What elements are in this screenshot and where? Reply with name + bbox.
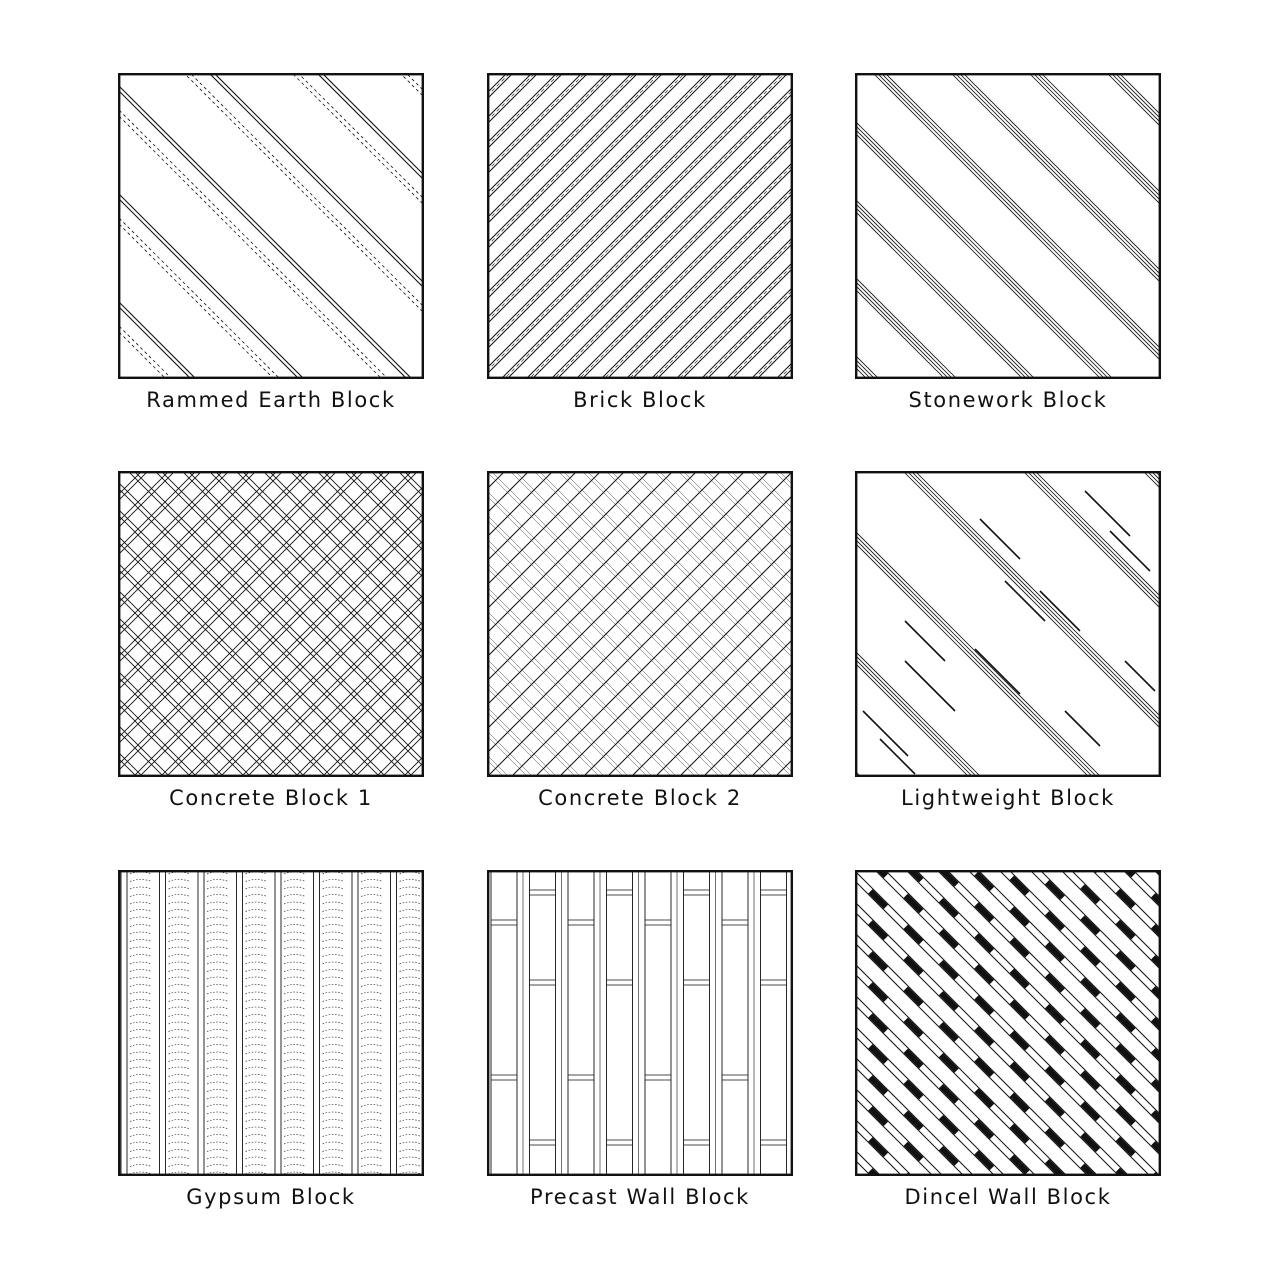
lightweight-swatch: [855, 471, 1161, 777]
pattern-tile: [118, 73, 424, 412]
hatch-group: [487, 870, 793, 1176]
pattern-label: Concrete Block 2: [538, 786, 742, 810]
pattern-tile: [855, 471, 1161, 810]
swatch-bg: [855, 73, 1161, 379]
stonework-swatch: [855, 73, 1161, 379]
hatch-group: [118, 870, 424, 1176]
pattern-tile: [487, 471, 793, 810]
dincel-swatch: [855, 870, 1161, 1176]
hatch-group: [487, 471, 793, 777]
swatch-bg: [487, 870, 793, 1176]
pattern-tile: [487, 73, 793, 412]
pattern-label: Lightweight Block: [901, 786, 1115, 810]
brick-swatch: [487, 73, 793, 379]
hatch-group: [487, 73, 793, 379]
hatch-group: [118, 471, 424, 777]
pattern-label: Dincel Wall Block: [904, 1185, 1112, 1209]
swatch-bg: [118, 870, 424, 1176]
hatch-group: [855, 471, 1161, 777]
swatch-bg: [118, 471, 424, 777]
hatch-group: [118, 73, 424, 379]
pattern-tile: [855, 73, 1161, 412]
pattern-label: Stonework Block: [908, 388, 1108, 412]
swatch-bg: [855, 870, 1161, 1176]
pattern-tile: [118, 471, 424, 810]
pattern-tile: [487, 870, 793, 1209]
pattern-tile: [118, 870, 424, 1209]
pattern-label: Concrete Block 1: [169, 786, 373, 810]
pattern-tile: [855, 870, 1161, 1209]
rammed-earth-swatch: [118, 73, 424, 379]
gypsum-swatch: [118, 870, 424, 1176]
pattern-label: Rammed Earth Block: [146, 388, 396, 412]
swatch-bg: [118, 73, 424, 379]
pattern-label: Brick Block: [573, 388, 707, 412]
pattern-label: Precast Wall Block: [530, 1185, 750, 1209]
concrete-2-swatch: [487, 471, 793, 777]
hatch-group: [855, 870, 1161, 1176]
precast-swatch: [487, 870, 793, 1176]
pattern-label: Gypsum Block: [186, 1185, 356, 1209]
concrete-1-swatch: [118, 471, 424, 777]
swatch-bg: [855, 471, 1161, 777]
hatch-group: [855, 73, 1161, 379]
